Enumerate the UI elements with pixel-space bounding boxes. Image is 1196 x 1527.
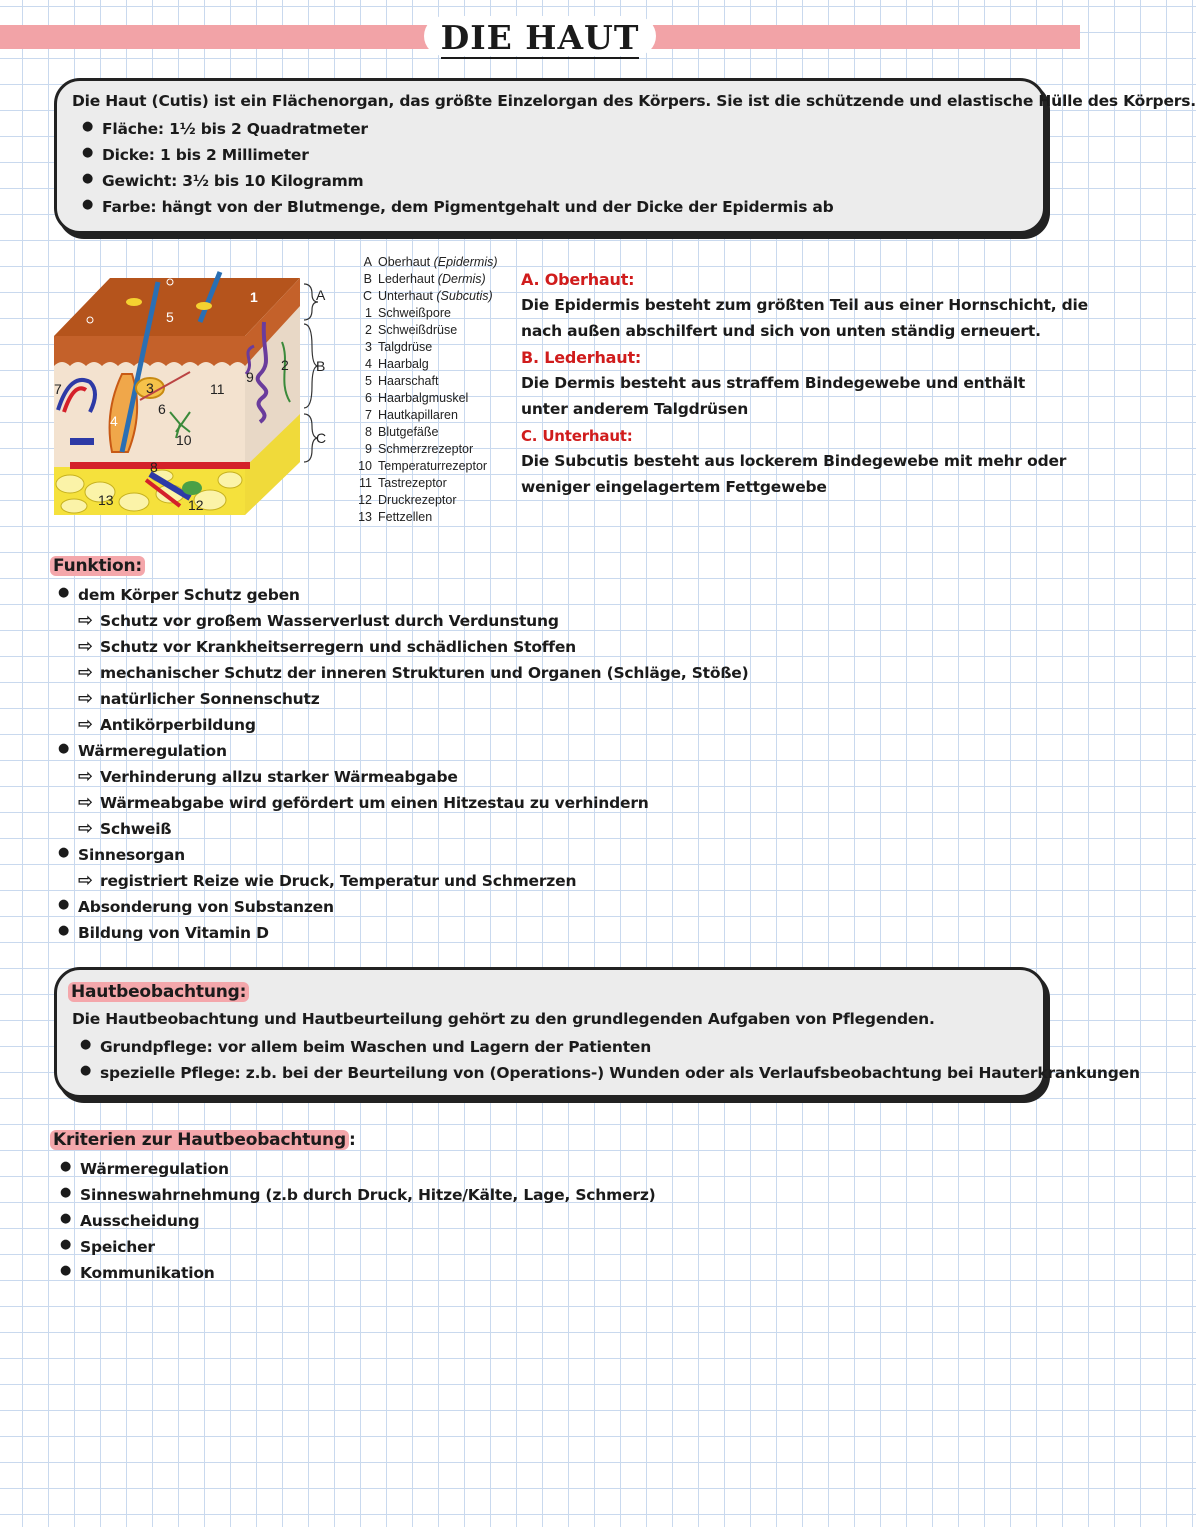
legend-item: 13 Fettzellen — [358, 510, 433, 524]
kriterien-item: ● Kommunikation — [58, 1260, 656, 1286]
legend-item: B Lederhaut (Dermis) — [363, 272, 486, 286]
funktion-subitem: ⇨ Verhinderung allzu starker Wärmeabgabe — [58, 764, 748, 790]
layer-c-heading: C. Unterhaut: — [521, 427, 633, 445]
num-10: 10 — [176, 432, 192, 448]
layer-c-line: weniger eingelagertem Fettgewebe — [521, 478, 827, 496]
num-3: 3 — [146, 380, 154, 396]
page-title-text: DIE HAUT — [440, 18, 640, 57]
layer-b-line: Die Dermis besteht aus straffem Bindegewebe und enthält — [521, 374, 1026, 392]
kriterien-item: ● Wärmeregulation — [58, 1156, 656, 1182]
page-title — [424, 16, 656, 56]
layer-b-line: unter anderem Talgdrüsen — [521, 400, 749, 418]
layer-a-line: nach außen abschilfert und sich von unten ständig erneuert. — [521, 322, 1041, 340]
layer-a-heading: A. Oberhaut: — [521, 270, 635, 289]
funktion-item: ● Sinnesorgan — [58, 842, 748, 868]
kriterien-item: ● Sinneswahrnehmung (z.b durch Druck, Hitze/Kälte, Lage, Schmerz) — [58, 1182, 656, 1208]
kriterien-item: ● Speicher — [58, 1234, 656, 1260]
fact-color: ● Farbe: hängt von der Blutmenge, dem Pigmentgehalt und der Dicke der Epidermis ab — [80, 194, 834, 220]
funktion-subitem: ⇨ Antikörperbildung — [58, 712, 748, 738]
layer-letter-b: B — [316, 358, 326, 374]
layer-a-line: Die Epidermis besteht zum größten Teil aus einer Hornschicht, die — [521, 296, 1088, 314]
layer-letter-c: C — [316, 430, 327, 446]
beobachtung-list — [78, 1034, 1140, 1086]
artery-icon — [70, 462, 250, 469]
beobachtung-item: ● Grundpflege: vor allem beim Waschen und Lagern der Patienten — [78, 1034, 1140, 1060]
fact-area: ● Fläche: 1½ bis 2 Quadratmeter — [80, 116, 834, 142]
funktion-subitem: ⇨ Schweiß — [58, 816, 748, 842]
beobachtung-heading: Hautbeobachtung: — [68, 982, 249, 1002]
num-12: 12 — [188, 497, 204, 513]
num-4: 4 — [110, 413, 118, 429]
layer-letter-a: A — [316, 287, 326, 303]
num-6: 6 — [158, 401, 166, 417]
legend-item: 1 Schweißpore — [365, 306, 451, 320]
funktion-subitem: ⇨ Wärmeabgabe wird gefördert um einen Hitzestau zu verhindern — [58, 790, 748, 816]
epidermis-layer — [54, 336, 245, 366]
funktion-subitem: ⇨ Schutz vor Krankheitserregern und schädlichen Stoffen — [58, 634, 748, 660]
diagram-legend — [346, 254, 498, 526]
layer-b-heading: B. Lederhaut: — [521, 348, 642, 367]
funktion-item: ● dem Körper Schutz geben — [58, 582, 748, 608]
funktion-subitem: ⇨ Schutz vor großem Wasserverlust durch Verdunstung — [58, 608, 748, 634]
pressure-receptor-icon — [182, 481, 202, 495]
legend-item: 3 Talgdrüse — [365, 340, 433, 354]
num-5: 5 — [166, 309, 174, 325]
funktion-list — [58, 582, 748, 946]
fact-thickness: ● Dicke: 1 bis 2 Millimeter — [80, 142, 834, 168]
funktion-item: ● Wärmeregulation — [58, 738, 748, 764]
legend-item: 4 Haarbalg — [365, 357, 429, 371]
kriterien-list — [58, 1156, 656, 1286]
num-13: 13 — [98, 492, 114, 508]
legend-item: 6 Haarbalgmuskel — [365, 391, 469, 405]
legend-item: 9 Schmerzrezeptor — [365, 442, 474, 456]
funktion-subitem: ⇨ natürlicher Sonnenschutz — [58, 686, 748, 712]
legend-item: 8 Blutgefäße — [365, 425, 439, 439]
legend-item: 5 Haarschaft — [365, 374, 439, 388]
kriterien-item: ● Ausscheidung — [58, 1208, 656, 1234]
layer-c-line: Die Subcutis besteht aus lockerem Bindegewebe mit mehr oder — [521, 452, 1067, 470]
intro-facts — [80, 116, 834, 220]
num-8: 8 — [150, 459, 158, 475]
legend-item: 7 Hautkapillaren — [365, 408, 458, 422]
num-11: 11 — [210, 381, 225, 397]
num-9: 9 — [246, 369, 254, 385]
legend-item: 2 Schweißdrüse — [365, 323, 458, 337]
funktion-item: ● Bildung von Vitamin D — [58, 920, 748, 946]
kriterien-heading: Kriterien zur Hautbeobachtung : — [50, 1130, 356, 1150]
legend-item: A Oberhaut (Epidermis) — [363, 255, 498, 269]
legend-item: C Unterhaut (Subcutis) — [362, 289, 493, 303]
beobachtung-item: ● spezielle Pflege: z.b. bei der Beurteilung von (Operations-) Wunden oder als Verlaufsbeobachtung bei Hauterkrankungen — [78, 1060, 1140, 1086]
fact-weight: ● Gewicht: 3½ bis 10 Kilogramm — [80, 168, 834, 194]
num-1: 1 — [250, 289, 258, 305]
intro-text: Die Haut (Cutis) ist ein Flächenorgan, das größte Einzelorgan des Körpers. Sie ist die schützende und elastische Hülle des Körpers. — [72, 92, 1196, 110]
funktion-item: ● Absonderung von Substanzen — [58, 894, 748, 920]
num-2: 2 — [281, 357, 289, 373]
funktion-subitem: ⇨ mechanischer Schutz der inneren Strukturen und Organen (Schläge, Stöße) — [58, 660, 748, 686]
legend-item: 10 Temperaturrezeptor — [358, 459, 488, 473]
num-7: 7 — [54, 381, 62, 397]
skin-diagram — [50, 262, 340, 522]
legend-item: 12 Druckrezeptor — [358, 493, 457, 507]
legend-item: 11 Tastrezeptor — [359, 476, 447, 490]
funktion-heading: Funktion: — [50, 556, 145, 576]
beobachtung-text: Die Hautbeobachtung und Hautbeurteilung gehört zu den grundlegenden Aufgaben von Pflegenden. — [72, 1010, 935, 1028]
funktion-subitem: ⇨ registriert Reize wie Druck, Temperatur und Schmerzen — [58, 868, 748, 894]
